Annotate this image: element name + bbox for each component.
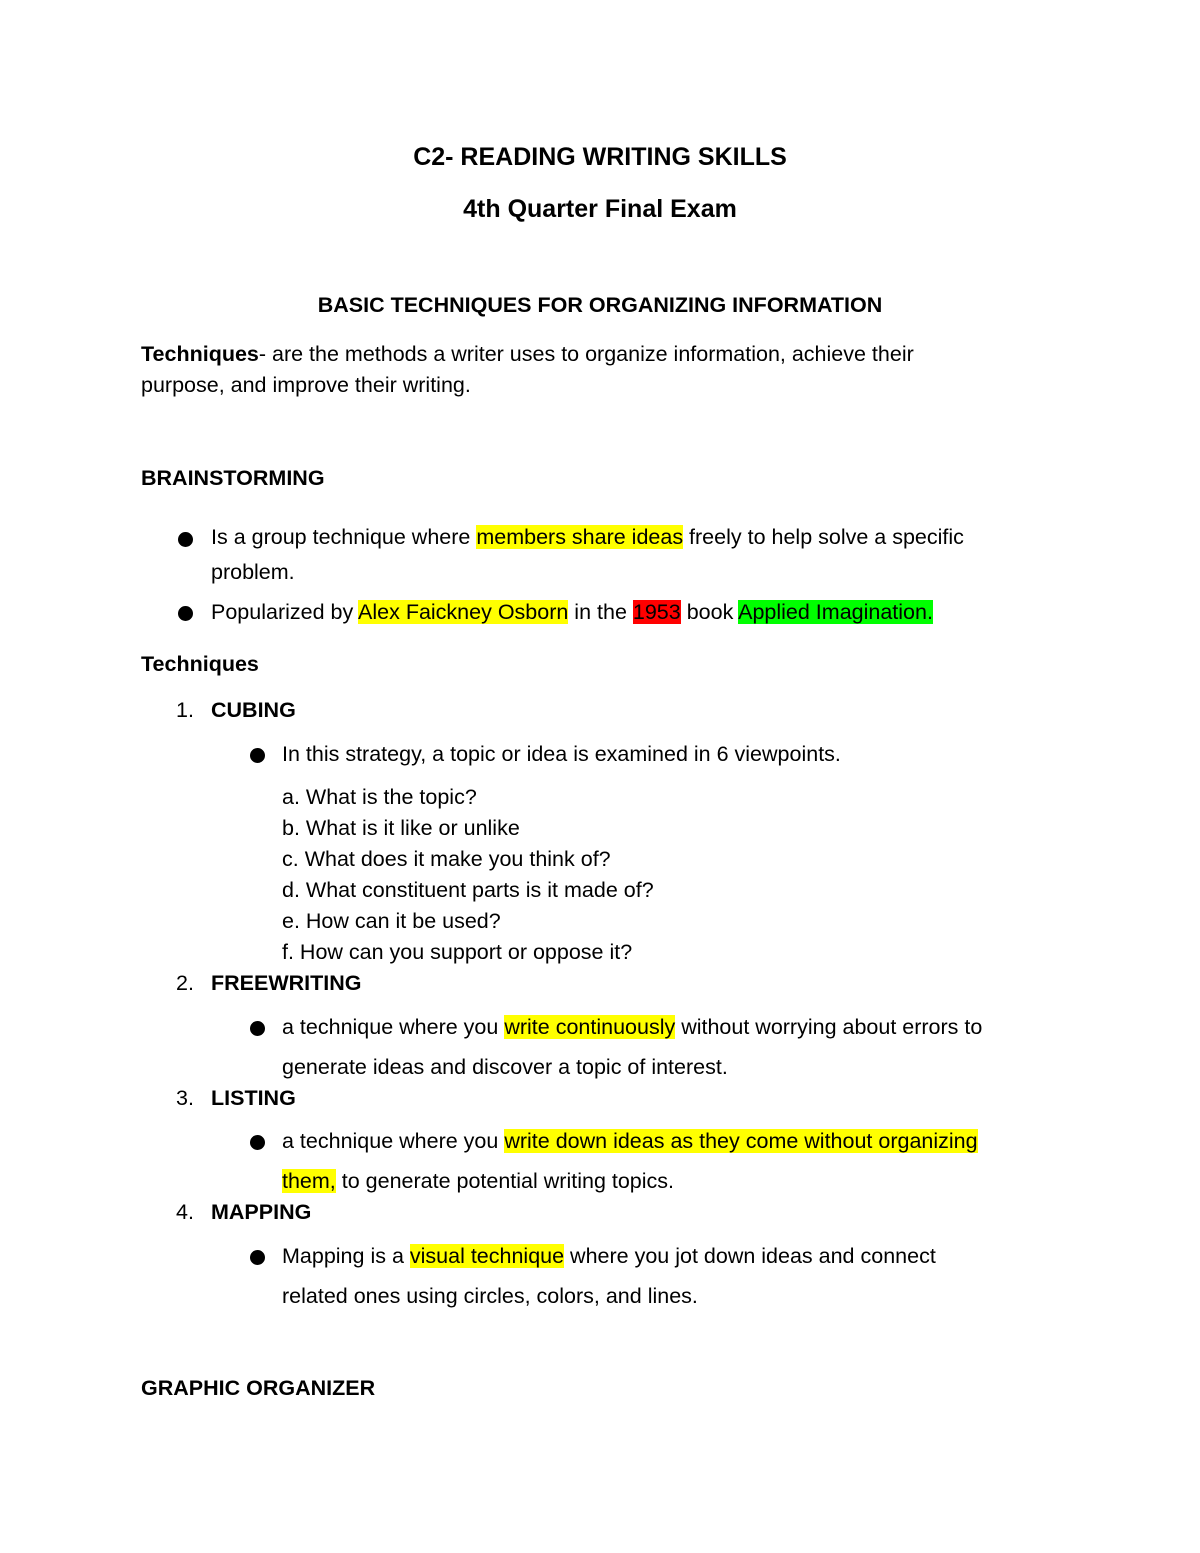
text-run: freely to help solve a specific [683, 525, 964, 549]
bullet-icon [178, 606, 193, 621]
techniques-heading: Techniques [141, 652, 259, 676]
bullet-icon [178, 532, 193, 547]
highlight-visual-technique: visual technique [409, 1244, 565, 1268]
cubing-sub-c: c. What does it make you think of? [282, 847, 611, 871]
text-run: Popularized by [211, 600, 359, 624]
technique-title-freewriting: FREEWRITING [211, 971, 362, 995]
list-number: 4. [176, 1200, 194, 1224]
text-run: Is a group technique where [211, 525, 477, 549]
text-run: where you jot down ideas and connect [564, 1244, 936, 1268]
mapping-bullet [282, 1241, 936, 1272]
graphic-organizer-heading: GRAPHIC ORGANIZER [141, 1376, 376, 1400]
text-run: book [680, 600, 739, 624]
brainstorming-heading: BRAINSTORMING [141, 466, 325, 490]
freewriting-bullet-line-2: generate ideas and discover a topic of interest. [282, 1055, 728, 1079]
bullet-icon [250, 1135, 265, 1150]
bullet-icon [250, 1021, 265, 1036]
highlight-book-title: Applied Imagination. [738, 600, 933, 624]
bullet-icon [250, 748, 265, 763]
text-run: without worrying about errors to [675, 1015, 983, 1039]
brainstorming-bullet-2 [211, 597, 933, 628]
document-title: C2- READING WRITING SKILLS [413, 143, 787, 171]
section-heading-organizing: BASIC TECHNIQUES FOR ORGANIZING INFORMATION [317, 293, 883, 317]
highlight-year: 1953 [632, 600, 681, 624]
document-subtitle: 4th Quarter Final Exam [463, 195, 737, 223]
highlight-them: them, [282, 1169, 336, 1193]
text-run: a technique where you [282, 1129, 505, 1153]
bullet-icon [250, 1250, 265, 1265]
text-run: Mapping is a [282, 1244, 410, 1268]
text-run: a technique where you [282, 1015, 505, 1039]
definition-line-2: purpose, and improve their writing. [141, 373, 471, 397]
cubing-sub-f: f. How can you support or oppose it? [282, 940, 633, 964]
freewriting-bullet [282, 1012, 982, 1043]
cubing-sub-a: a. What is the topic? [282, 785, 477, 809]
cubing-bullet: In this strategy, a topic or idea is examined in 6 viewpoints. [282, 742, 841, 766]
text-run: in the [568, 600, 633, 624]
technique-title-cubing: CUBING [211, 698, 296, 722]
list-number: 1. [176, 698, 194, 722]
technique-title-listing: LISTING [211, 1086, 296, 1110]
definition-text: - are the methods a writer uses to organize information, achieve their [258, 342, 914, 366]
text-run: to generate potential writing topics. [335, 1169, 675, 1193]
brainstorming-bullet-1-line-2: problem. [211, 560, 295, 584]
cubing-sub-b: b. What is it like or unlike [282, 816, 520, 840]
definition-line-1 [141, 339, 914, 370]
list-number: 3. [176, 1086, 194, 1110]
definition-term: Techniques [141, 342, 259, 366]
cubing-sub-d: d. What constituent parts is it made of? [282, 878, 654, 902]
technique-title-mapping: MAPPING [211, 1200, 312, 1224]
list-number: 2. [176, 971, 194, 995]
highlight-members-share-ideas: members share ideas [476, 525, 684, 549]
listing-bullet-line-2 [282, 1166, 674, 1197]
cubing-sub-e: e. How can it be used? [282, 909, 501, 933]
mapping-bullet-line-2: related ones using circles, colors, and lines. [282, 1284, 698, 1308]
highlight-osborn: Alex Faickney Osborn [358, 600, 569, 624]
brainstorming-bullet-1 [211, 522, 964, 553]
highlight-write-down-ideas: write down ideas as they come without organizing [504, 1129, 978, 1153]
listing-bullet [282, 1126, 978, 1157]
highlight-write-continuously: write continuously [504, 1015, 676, 1039]
